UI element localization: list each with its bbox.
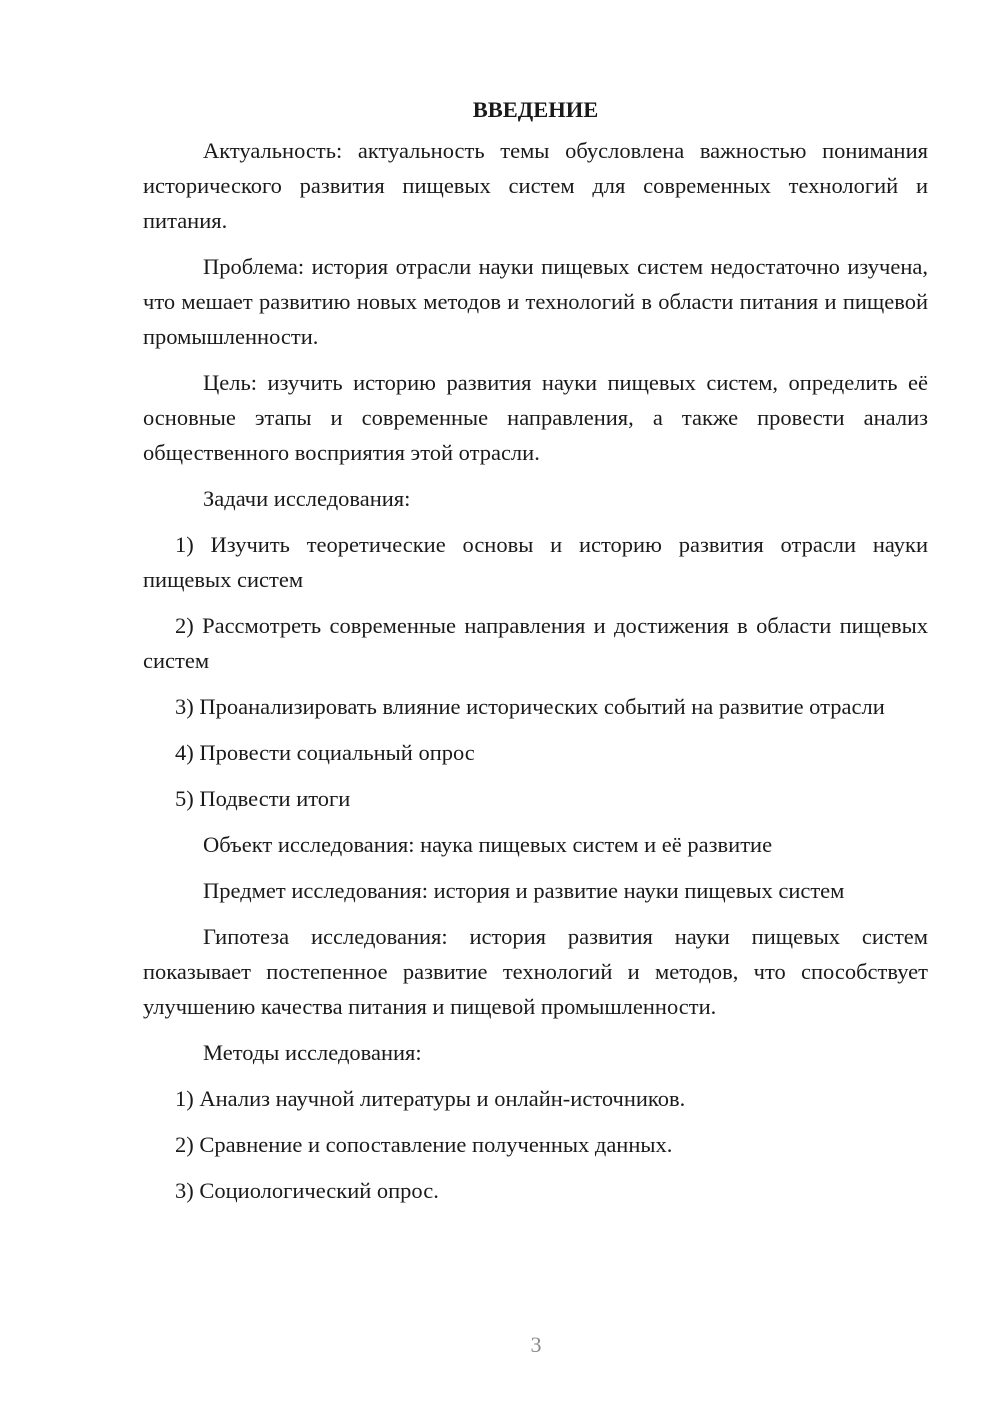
goal-paragraph: Цель: изучить историю развития науки пищевых систем, определить её основные этапы и современные направления, а также провести анализ общественного восприятия этой отрасли. [143,370,928,465]
task-item: 5) Подвести итоги [175,786,351,811]
relevance-paragraph: Актуальность: актуальность темы обусловлена важностью понимания исторического развития пищевых систем для современных технологий и питания. [143,138,928,233]
method-item: 1) Анализ научной литературы и онлайн-источников. [175,1086,686,1111]
page-content [143,92,928,1219]
page-number: 3 [530,1332,542,1357]
problem-paragraph: Проблема: история отрасли науки пищевых систем недостаточно изучена, что мешает развитию новых методов и технологий в области питания и пищевой промышленности. [143,254,928,349]
methods-heading: Методы исследования: [203,1040,422,1065]
task-item: 2) Рассмотреть современные направления и достижения в области пищевых систем [143,613,928,673]
task-item: 1) Изучить теоретические основы и историю развития отрасли науки пищевых систем [143,532,928,592]
research-subject: Предмет исследования: история и развитие науки пищевых систем [203,878,845,903]
task-item: 3) Проанализировать влияние исторических событий на развитие отрасли [175,694,885,719]
method-item: 3) Социологический опрос. [175,1178,439,1203]
method-item: 2) Сравнение и сопоставление полученных данных. [175,1132,673,1157]
section-title: ВВЕДЕНИЕ [472,97,599,122]
task-item: 4) Провести социальный опрос [175,740,475,765]
research-hypothesis: Гипотеза исследования: история развития науки пищевых систем показывает постепенное развитие технологий и методов, что способствует улучшению качества питания и пищевой промышленности. [143,924,928,1019]
tasks-heading: Задачи исследования: [203,486,411,511]
research-object: Объект исследования: наука пищевых систем и её развитие [203,832,773,857]
